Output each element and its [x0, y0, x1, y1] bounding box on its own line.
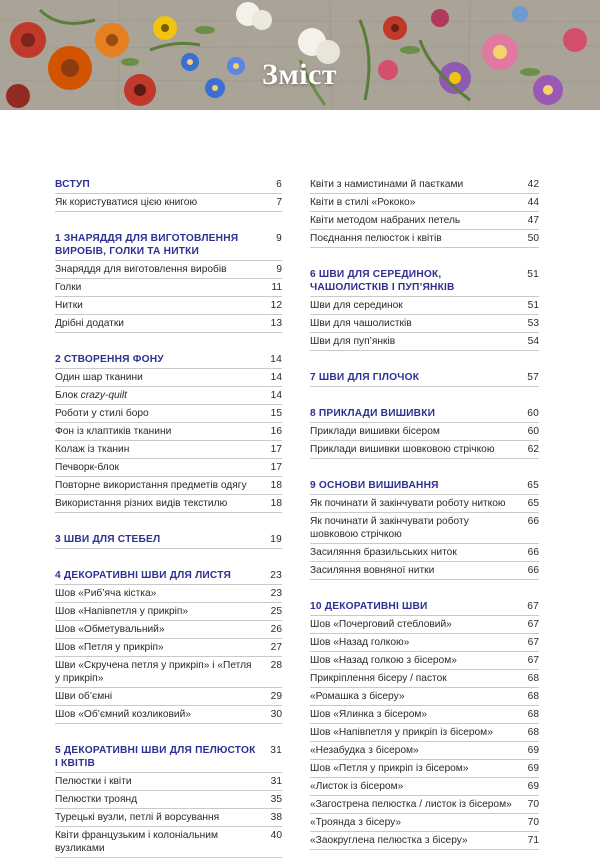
page-number: 9 — [276, 264, 282, 275]
toc-entry[interactable] — [55, 621, 282, 639]
page-number: 65 — [527, 498, 539, 509]
toc-section-heading[interactable] — [55, 176, 282, 194]
toc-section-heading[interactable] — [55, 230, 282, 261]
page-number: 17 — [270, 462, 282, 473]
page-number: 68 — [527, 727, 539, 738]
toc-entry[interactable] — [310, 333, 539, 351]
toc-section-heading[interactable] — [310, 405, 539, 423]
toc-section-heading[interactable] — [55, 351, 282, 369]
entry-title: Шов «Обметувальний» — [55, 624, 165, 635]
page-number: 69 — [527, 781, 539, 792]
page-number: 27 — [270, 642, 282, 653]
section-title: 3 ШВИ ДЛЯ СТЕБЕЛ — [55, 534, 161, 545]
toc-entry[interactable] — [310, 778, 539, 796]
section-title: 9 ОСНОВИ ВИШИВАННЯ — [310, 480, 439, 491]
entry-title: Приклади вишивки шовковою стрічкою — [310, 444, 495, 455]
entry-title: «Загострена пелюстка / листок із бісером» — [310, 799, 512, 810]
toc-section-heading[interactable] — [55, 531, 282, 549]
page-number: 62 — [527, 444, 539, 455]
page-number: 66 — [527, 516, 539, 527]
page-number: 68 — [527, 709, 539, 720]
toc-entry[interactable] — [310, 724, 539, 742]
entry-title: Колаж із тканин — [55, 444, 130, 455]
entry-title: Шов «Петля у прикріп із бісером» — [310, 763, 469, 774]
page-number: 69 — [527, 763, 539, 774]
page-number: 70 — [527, 817, 539, 828]
toc-entry[interactable] — [55, 603, 282, 621]
page-number: 66 — [527, 565, 539, 576]
embroidery-illustration — [0, 0, 600, 110]
entry-title: Печворк-блок — [55, 462, 119, 473]
entry-title: Знаряддя для виготовлення виробів — [55, 264, 227, 275]
page-number: 67 — [527, 637, 539, 648]
toc-entry[interactable] — [310, 796, 539, 814]
header-banner — [0, 0, 600, 110]
page-number: 14 — [270, 390, 282, 401]
section-gap — [55, 724, 282, 742]
page-number: 7 — [276, 197, 282, 208]
entry-title: Шов «Напівпетля у прикріп» — [55, 606, 189, 617]
toc-entry[interactable] — [310, 230, 539, 248]
page-number: 68 — [527, 691, 539, 702]
page-number: 40 — [270, 830, 282, 841]
entry-title: Роботи у стилі боро — [55, 408, 149, 419]
entry-title: Як починати й закінчувати роботу шовковою стрічкою — [310, 516, 469, 540]
page-number: 65 — [527, 480, 539, 491]
toc-entry[interactable] — [55, 459, 282, 477]
page-number: 26 — [270, 624, 282, 635]
section-title: 7 ШВИ ДЛЯ ГІЛОЧОК — [310, 372, 420, 383]
entry-title: Шов «Почерговий стебловий» — [310, 619, 452, 630]
page-number: 29 — [270, 691, 282, 702]
toc-column-right — [310, 176, 539, 850]
toc-entry[interactable] — [55, 423, 282, 441]
page-number: 50 — [527, 233, 539, 244]
entry-title: Шви для пуп’янків — [310, 336, 396, 347]
section-gap — [55, 212, 282, 230]
entry-title: Приклади вишивки бісером — [310, 426, 440, 437]
page-number: 53 — [527, 318, 539, 329]
section-title: 10 ДЕКОРАТИВНІ ШВИ — [310, 601, 428, 612]
page-number: 57 — [527, 372, 539, 383]
toc-entry[interactable] — [310, 832, 539, 850]
toc-entry[interactable] — [310, 670, 539, 688]
toc-entry[interactable] — [55, 297, 282, 315]
toc-entry[interactable] — [310, 495, 539, 513]
page-number: 31 — [270, 745, 282, 756]
entry-title: Турецькі вузли, петлі й ворсування — [55, 812, 220, 823]
entry-title: Шви для серединок — [310, 300, 403, 311]
toc-entry[interactable] — [55, 791, 282, 809]
entry-title: «Листок із бісером» — [310, 781, 404, 792]
page-number: 67 — [527, 619, 539, 630]
page-number: 6 — [276, 179, 282, 190]
toc-entry[interactable] — [310, 616, 539, 634]
entry-title: Прикріплення бісеру / пасток — [310, 673, 447, 684]
entry-title: «Ромашка з бісеру» — [310, 691, 405, 702]
entry-title: «Заокруглена пелюстка з бісеру» — [310, 835, 468, 846]
entry-title: Шов «Назад голкою з бісером» — [310, 655, 457, 666]
section-gap — [55, 549, 282, 567]
page-number: 16 — [270, 426, 282, 437]
entry-title: Квіти французьким і колоніальним вузликами — [55, 830, 218, 854]
toc-entry[interactable] — [310, 742, 539, 760]
toc-section-heading[interactable] — [310, 369, 539, 387]
section-title: ВСТУП — [55, 179, 90, 190]
page-number: 9 — [276, 233, 282, 244]
entry-title: Шви об’ємні — [55, 691, 113, 702]
toc-entry[interactable] — [310, 441, 539, 459]
toc-entry[interactable] — [310, 652, 539, 670]
entry-title: Блок crazy-quilt — [55, 390, 128, 401]
page-number: 47 — [527, 215, 539, 226]
toc-entry[interactable] — [55, 773, 282, 791]
toc-entry[interactable] — [55, 405, 282, 423]
toc-entry[interactable] — [310, 176, 539, 194]
section-gap — [310, 387, 539, 405]
page-number: 67 — [527, 655, 539, 666]
section-title: 2 СТВОРЕННЯ ФОНУ — [55, 354, 164, 365]
entry-title: Голки — [55, 282, 82, 293]
page-number: 23 — [270, 570, 282, 581]
page-number: 17 — [270, 444, 282, 455]
toc-entry[interactable] — [310, 194, 539, 212]
entry-title: Квіти в стилі «Рококо» — [310, 197, 416, 208]
toc-entry[interactable] — [310, 423, 539, 441]
page-number: 25 — [270, 606, 282, 617]
entry-title: Шви «Скручена петля у прикріп» і «Петля у прикріп» — [55, 660, 252, 684]
page-number: 30 — [270, 709, 282, 720]
toc-entry[interactable] — [55, 657, 282, 688]
page-number: 28 — [270, 660, 282, 671]
page-number: 42 — [527, 179, 539, 190]
entry-title: Шов «Об’ємний козликовий» — [55, 709, 191, 720]
page-number: 14 — [270, 372, 282, 383]
section-gap — [310, 351, 539, 369]
page-number: 14 — [270, 354, 282, 365]
page-number: 54 — [527, 336, 539, 347]
page-number: 44 — [527, 197, 539, 208]
entry-title: Нитки — [55, 300, 83, 311]
toc-entry[interactable] — [55, 706, 282, 724]
entry-title: «Незабудка з бісером» — [310, 745, 419, 756]
toc-section-heading[interactable] — [55, 742, 282, 773]
entry-title: Шви для чашолистків — [310, 318, 412, 329]
page-number: 60 — [527, 408, 539, 419]
section-title: 4 ДЕКОРАТИВНІ ШВИ ДЛЯ ЛИСТЯ — [55, 570, 232, 581]
page-number: 67 — [527, 601, 539, 612]
page-number: 66 — [527, 547, 539, 558]
toc-entry[interactable] — [55, 585, 282, 603]
page-number: 51 — [527, 300, 539, 311]
entry-title: Один шар тканини — [55, 372, 143, 383]
entry-title: Квіти методом набраних петель — [310, 215, 461, 226]
entry-title: «Трояндa з бісеру» — [310, 817, 402, 828]
page-number: 38 — [270, 812, 282, 823]
section-gap — [310, 459, 539, 477]
entry-title: Пелюстки і квіти — [55, 776, 132, 787]
toc-entry[interactable] — [55, 315, 282, 333]
toc-entry[interactable] — [55, 809, 282, 827]
section-title: 5 ДЕКОРАТИВНІ ШВИ ДЛЯ ПЕЛЮСТОК І КВІТІВ — [55, 745, 256, 769]
toc-entry[interactable] — [310, 562, 539, 580]
toc-section-heading[interactable] — [310, 266, 539, 297]
toc-entry[interactable] — [310, 760, 539, 778]
toc-entry[interactable] — [310, 634, 539, 652]
page-number: 18 — [270, 498, 282, 509]
toc-entry[interactable] — [55, 477, 282, 495]
entry-title: Як користуватися цією книгою — [55, 197, 198, 208]
entry-title: Шов «Петля у прикріп» — [55, 642, 164, 653]
section-gap — [310, 248, 539, 266]
page-number: 51 — [527, 269, 539, 280]
section-gap — [310, 580, 539, 598]
entry-title-italic: crazy-quilt — [80, 390, 128, 401]
page-number: 31 — [270, 776, 282, 787]
toc-section-heading[interactable] — [310, 598, 539, 616]
entry-title: Повторне використання предметів одягу — [55, 480, 247, 491]
entry-title: Шов «Назад голкою» — [310, 637, 410, 648]
page-number: 12 — [270, 300, 282, 311]
page-number: 71 — [527, 835, 539, 846]
section-title: 1 ЗНАРЯДДЯ ДЛЯ ВИГОТОВЛЕННЯ ВИРОБІВ, ГОЛКИ ТА НИТКИ — [55, 233, 239, 257]
toc-entry[interactable] — [55, 279, 282, 297]
entry-title: Використання різних видів текстилю — [55, 498, 228, 509]
toc-entry[interactable] — [310, 315, 539, 333]
toc-entry[interactable] — [310, 212, 539, 230]
page-title: Зміст — [262, 58, 338, 91]
page-number: 70 — [527, 799, 539, 810]
toc-entry[interactable] — [55, 639, 282, 657]
section-gap — [55, 513, 282, 531]
section-title: 8 ПРИКЛАДИ ВИШИВКИ — [310, 408, 436, 419]
page-number: 13 — [270, 318, 282, 329]
toc-entry[interactable] — [310, 297, 539, 315]
toc-column-left — [55, 176, 282, 858]
toc-entry[interactable] — [55, 688, 282, 706]
toc-entry[interactable] — [55, 441, 282, 459]
entry-title: Шов «Напівпетля у прикріп із бісером» — [310, 727, 493, 738]
page-number: 23 — [270, 588, 282, 599]
page-number: 15 — [270, 408, 282, 419]
page-number: 19 — [270, 534, 282, 545]
page-number: 18 — [270, 480, 282, 491]
toc-entry[interactable] — [55, 827, 282, 858]
entry-title: Пелюстки троянд — [55, 794, 138, 805]
entry-title: Засиляння вовняної нитки — [310, 565, 435, 576]
toc-entry[interactable] — [55, 387, 282, 405]
section-gap — [55, 333, 282, 351]
entry-title: Квіти з намистинами й паєтками — [310, 179, 464, 190]
section-title: 6 ШВИ ДЛЯ СЕРЕДИНОК, ЧАШОЛИСТКІВ І ПУП’ЯНКІВ — [310, 269, 455, 293]
page-number: 68 — [527, 673, 539, 684]
entry-title: Поєднання пелюсток і квітів — [310, 233, 442, 244]
entry-title: Засиляння бразильських ниток — [310, 547, 457, 558]
entry-title: Шов «Ялинка з бісером» — [310, 709, 428, 720]
toc-entry[interactable] — [55, 194, 282, 212]
toc-entry[interactable] — [310, 814, 539, 832]
entry-title: Фон із клаптиків тканини — [55, 426, 172, 437]
entry-title: Дрібні додатки — [55, 318, 124, 329]
toc-section-heading[interactable] — [55, 567, 282, 585]
page-number: 69 — [527, 745, 539, 756]
toc-entry[interactable] — [55, 261, 282, 279]
toc-entry[interactable] — [55, 495, 282, 513]
page-number: 11 — [271, 282, 282, 293]
page-number: 60 — [527, 426, 539, 437]
toc-section-heading[interactable] — [310, 477, 539, 495]
toc-entry[interactable] — [310, 544, 539, 562]
toc-entry[interactable] — [55, 369, 282, 387]
toc-entry[interactable] — [310, 688, 539, 706]
page-number: 35 — [270, 794, 282, 805]
toc-entry[interactable] — [310, 706, 539, 724]
entry-title: Шов «Риб’яча кістка» — [55, 588, 157, 599]
toc-entry[interactable] — [310, 513, 539, 544]
entry-title: Як починати й закінчувати роботу ниткою — [310, 498, 506, 509]
